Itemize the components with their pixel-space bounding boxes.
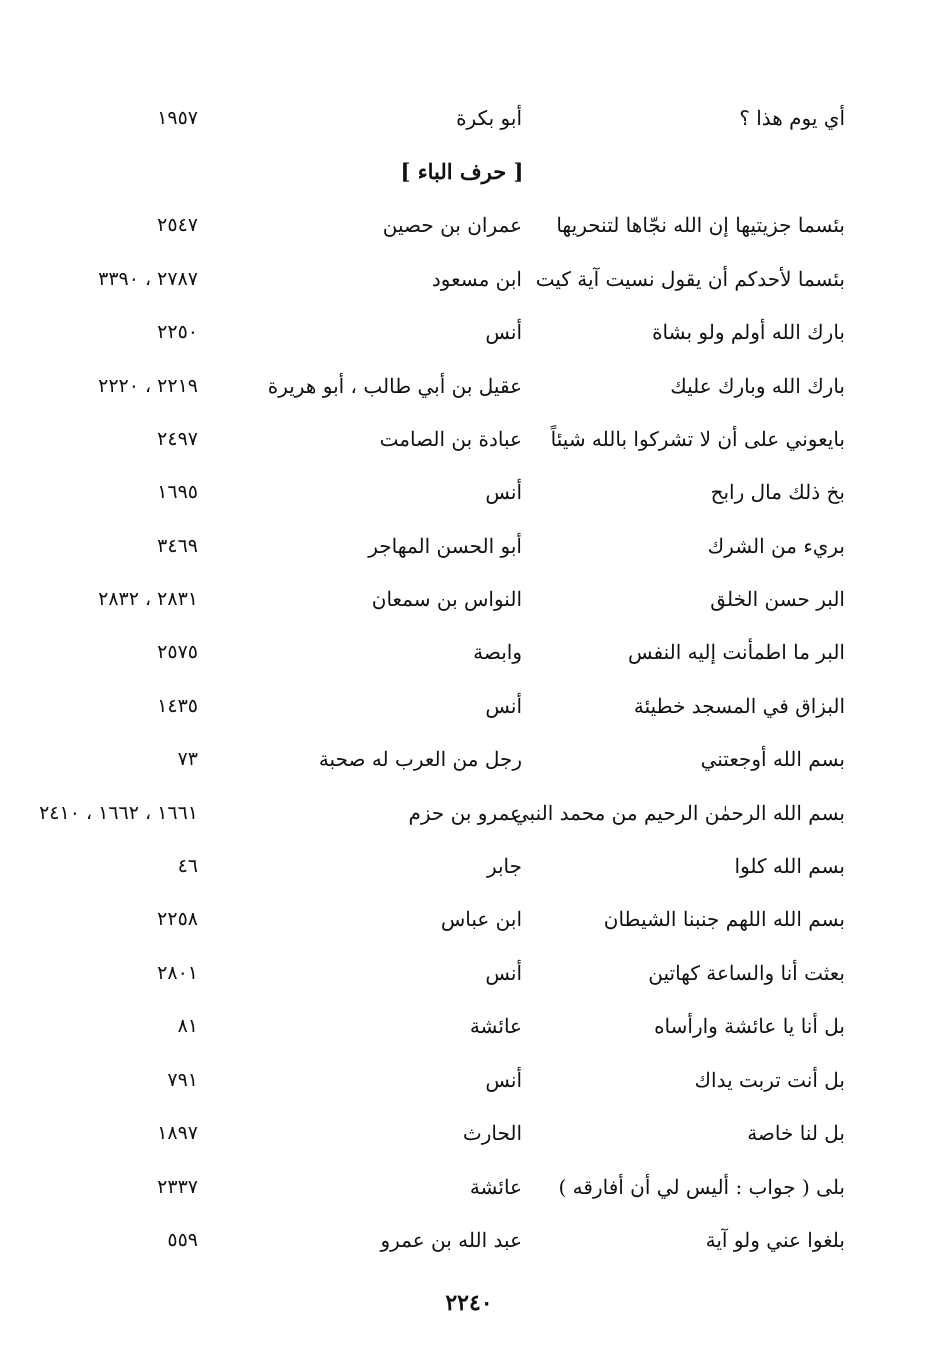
hadith-text: بلى ( جواب : أليس لي أن أفارقه ) — [558, 1175, 845, 1199]
reference-numbers: ٢٧٨٧ ، ٣٣٩٠ — [98, 268, 198, 290]
narrator-name: عبد الله بن عمرو — [380, 1228, 522, 1252]
narrator-name: عقيل بن أبي طالب ، أبو هريرة — [267, 374, 522, 398]
index-row — [0, 739, 940, 779]
hadith-text: بسم الله كلوا — [734, 854, 845, 878]
reference-numbers: ٢٨٠١ — [157, 962, 198, 984]
section-heading-text: [ حرف الباء ] — [400, 159, 524, 184]
hadith-text: بلغوا عني ولو آية — [705, 1228, 845, 1252]
reference-numbers: ٢٢١٩ ، ٢٢٢٠ — [98, 375, 198, 397]
reference-numbers: ٢٢٥٠ — [157, 321, 198, 343]
hadith-text: بسم الله اللهم جنبنا الشيطان — [603, 907, 845, 931]
index-row — [0, 98, 940, 138]
narrator-name: ابن عباس — [440, 907, 522, 931]
hadith-text: بايعوني على أن لا تشركوا بالله شيئاً — [550, 427, 845, 451]
reference-numbers: ١٨٩٧ — [157, 1122, 198, 1144]
index-row — [0, 899, 940, 939]
reference-numbers: ١٤٣٥ — [157, 695, 198, 717]
narrator-name: الحارث — [462, 1121, 522, 1145]
reference-numbers: ١٦٦١ ، ١٦٦٢ ، ٢٤١٠ — [39, 802, 198, 824]
hadith-text: أي يوم هذا ؟ — [739, 106, 845, 130]
page-number-text: ٢٢٤٠ — [445, 1290, 493, 1316]
reference-numbers: ٧٩١ — [167, 1069, 198, 1091]
reference-numbers: ٤٦ — [177, 855, 198, 877]
index-row — [0, 579, 940, 619]
hadith-text: بل أنا يا عائشة وارأساه — [654, 1014, 845, 1038]
reference-numbers: ٣٤٦٩ — [157, 535, 198, 557]
reference-numbers: ٧٣ — [177, 748, 198, 770]
index-row — [0, 366, 940, 406]
narrator-name: أنس — [485, 694, 522, 718]
narrator-name: أنس — [485, 480, 522, 504]
narrator-name: عمرو بن حزم — [408, 801, 522, 825]
narrator-name: أنس — [485, 961, 522, 985]
narrator-name: أبو الحسن المهاجر — [368, 534, 522, 558]
page-number — [0, 1283, 940, 1323]
index-row — [0, 1060, 940, 1100]
narrator-name: عبادة بن الصامت — [379, 427, 522, 451]
index-row — [0, 419, 940, 459]
reference-numbers: ٢٨٣١ ، ٢٨٣٢ — [98, 588, 198, 610]
hadith-text: بريء من الشرك — [707, 534, 845, 558]
reference-numbers: ٢٥٧٥ — [157, 641, 198, 663]
index-row — [0, 526, 940, 566]
reference-numbers: ١٦٩٥ — [157, 481, 198, 503]
narrator-name: وابصة — [473, 640, 522, 664]
index-row — [0, 1167, 940, 1207]
narrator-name: ابن مسعود — [431, 267, 522, 291]
hadith-text: بل أنت تربت يداك — [694, 1068, 845, 1092]
narrator-name: عائشة — [469, 1014, 522, 1038]
hadith-text: بئسما جزيتيها إن الله نجّاها لتنحريها — [556, 213, 845, 237]
reference-numbers: ٥٥٩ — [167, 1229, 198, 1251]
hadith-text: بسم الله أوجعتني — [700, 747, 845, 771]
index-row — [0, 632, 940, 672]
reference-numbers: ٢٢٥٨ — [157, 908, 198, 930]
index-row — [0, 1220, 940, 1260]
index-row — [0, 205, 940, 245]
hadith-text: بارك الله وبارك عليك — [670, 374, 845, 398]
section-heading — [0, 152, 940, 192]
narrator-name: النواس بن سمعان — [371, 587, 522, 611]
narrator-name: عمران بن حصين — [382, 213, 522, 237]
hadith-text: بئسما لأحدكم أن يقول نسيت آية كيت — [535, 267, 845, 291]
index-row — [0, 846, 940, 886]
index-row — [0, 472, 940, 512]
narrator-name: عائشة — [469, 1175, 522, 1199]
index-row — [0, 793, 940, 833]
reference-numbers: ٢٥٤٧ — [157, 214, 198, 236]
index-row — [0, 953, 940, 993]
hadith-text: بل لنا خاصة — [747, 1121, 845, 1145]
reference-numbers: ٨١ — [177, 1015, 198, 1037]
narrator-name: أنس — [485, 1068, 522, 1092]
index-row — [0, 259, 940, 299]
narrator-name: أبو بكرة — [456, 106, 522, 130]
reference-numbers: ١٩٥٧ — [157, 107, 198, 129]
reference-numbers: ٢٤٩٧ — [157, 428, 198, 450]
narrator-name: أنس — [485, 320, 522, 344]
narrator-name: رجل من العرب له صحبة — [318, 747, 522, 771]
reference-numbers: ٢٣٣٧ — [157, 1176, 198, 1198]
index-row — [0, 1006, 940, 1046]
hadith-text: بسم الله الرحمٰن الرحيم من محمد النبي — [512, 801, 845, 825]
narrator-name: جابر — [486, 854, 522, 878]
hadith-text: البر حسن الخلق — [710, 587, 845, 611]
index-row — [0, 312, 940, 352]
index-row — [0, 1113, 940, 1153]
hadith-text: بارك الله أولم ولو بشاة — [652, 320, 845, 344]
index-row — [0, 686, 940, 726]
hadith-text: بعثت أنا والساعة كهاتين — [648, 961, 845, 985]
hadith-text: البر ما اطمأنت إليه النفس — [627, 640, 845, 664]
hadith-text: البزاق في المسجد خطيئة — [633, 694, 845, 718]
hadith-text: بخ ذلك مال رابح — [710, 480, 845, 504]
